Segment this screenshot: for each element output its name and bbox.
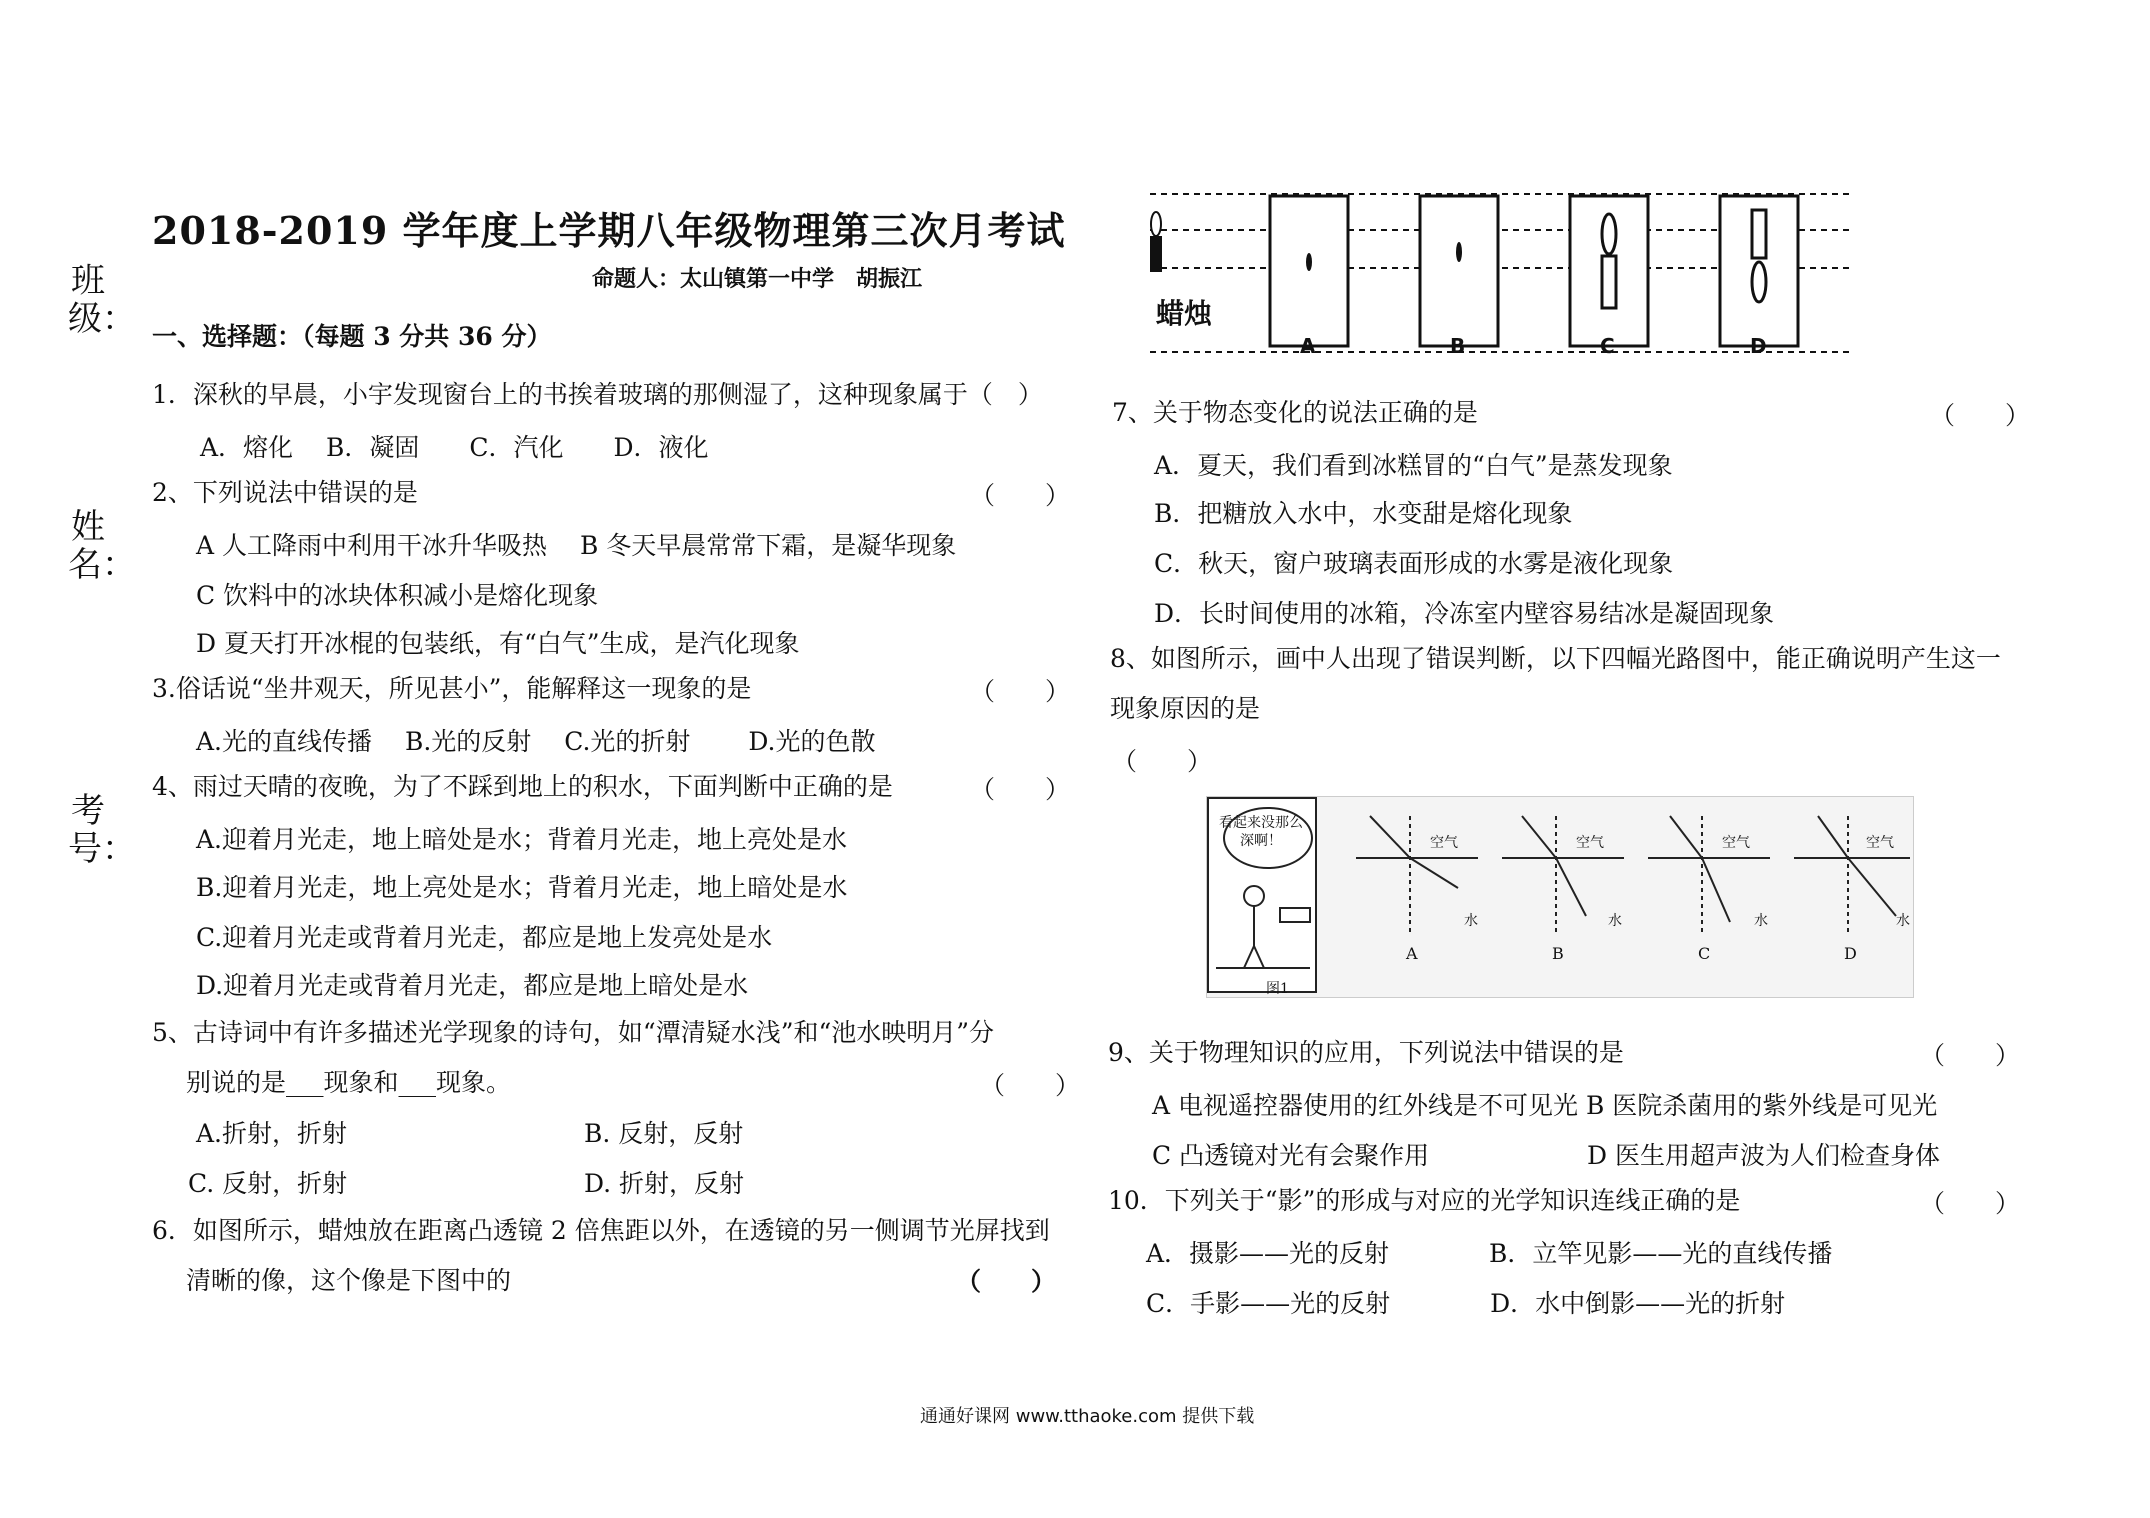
q4-stem: 4、雨过天晴的夜晚，为了不踩到地上的积水，下面判断中正确的是 bbox=[152, 772, 893, 801]
q8-figure-drawing bbox=[1206, 796, 1912, 996]
q8-label-c: C bbox=[1698, 944, 1711, 963]
q10-option-ab: A．摄影——光的反射 B．立竿见影——光的直线传播 bbox=[1146, 1239, 1833, 1268]
q3-answer-paren: （ ） bbox=[970, 677, 1071, 706]
q8-air-label-b: 空气 bbox=[1576, 835, 1604, 851]
q6-stem-1: 6．如图所示，蜡烛放在距离凸透镜 2 倍焦距以外，在透镜的另一侧调节光屏找到 bbox=[152, 1216, 1050, 1245]
q8-stem-1: 8、如图所示，画中人出现了错误判断，以下四幅光路图中，能正确说明产生这一 bbox=[1110, 644, 2001, 673]
q2-option-ab: A 人工降雨中利用干冰升华吸热 B 冬天早晨常常下霜，是凝华现象 bbox=[196, 531, 957, 560]
q9-answer-paren: （ ） bbox=[1920, 1041, 2021, 1070]
q8-water-label-a: 水 bbox=[1464, 913, 1478, 929]
exam-number-label: 考号： bbox=[68, 791, 136, 869]
q8-water-label-b: 水 bbox=[1608, 913, 1622, 929]
q6-label-d: D bbox=[1750, 334, 1767, 358]
q8-speech-bubble: 看起来没那么深啊！ bbox=[1219, 815, 1303, 849]
q7-option-a: A．夏天，我们看到冰糕冒的“白气”是蒸发现象 bbox=[1154, 451, 1673, 480]
name-label: 姓名： bbox=[68, 507, 136, 585]
q8-air-label-a: 空气 bbox=[1430, 835, 1458, 851]
q4-option-d: D.迎着月光走或背着月光走，都应是地上暗处是水 bbox=[196, 971, 749, 1000]
q8-air-label-c: 空气 bbox=[1722, 835, 1750, 851]
q9-option-cd: C 凸透镜对光有会聚作用 D 医生用超声波为人们检查身体 bbox=[1152, 1141, 1941, 1170]
q8-stem-2: 现象原因的是 bbox=[1110, 694, 1261, 723]
q7-option-b: B．把糖放入水中，水变甜是熔化现象 bbox=[1154, 499, 1573, 528]
q8-label-a: A bbox=[1406, 944, 1418, 963]
author-line: 命题人：太山镇第一中学 胡振江 bbox=[592, 266, 923, 292]
q7-stem: 7、关于物态变化的说法正确的是 bbox=[1112, 398, 1478, 427]
q3-options: A.光的直线传播 B.光的反射 C.光的折射 D.光的色散 bbox=[196, 727, 876, 756]
class-label: 班级： bbox=[68, 261, 136, 339]
q5-answer-paren: （ ） bbox=[980, 1071, 1081, 1100]
q8-label-d: D bbox=[1844, 944, 1857, 963]
q6-answer-paren: （ ） bbox=[956, 1267, 1057, 1296]
q8-water-label-c: 水 bbox=[1754, 913, 1768, 929]
q6-label-b: B bbox=[1450, 334, 1466, 358]
section-heading: 一、选择题：（每题 3 分共 36 分） bbox=[152, 322, 552, 351]
q4-option-c: C.迎着月光走或背着月光走，都应是地上发亮处是水 bbox=[196, 923, 773, 952]
footer-credit: 通通好课网 www.tthaoke.com 提供下载 bbox=[920, 1406, 1255, 1427]
q8-water-label-d: 水 bbox=[1896, 913, 1910, 929]
q10-option-cd: C．手影——光的反射 D．水中倒影——光的折射 bbox=[1146, 1289, 1786, 1318]
q4-option-a: A.迎着月光走，地上暗处是水；背着月光走，地上亮处是水 bbox=[196, 825, 848, 854]
q2-stem: 2、下列说法中错误的是 bbox=[152, 478, 418, 507]
q9-stem: 9、关于物理知识的应用，下列说法中错误的是 bbox=[1108, 1038, 1624, 1067]
q3-stem: 3.俗话说“坐井观天，所见甚小”，能解释这一现象的是 bbox=[152, 674, 752, 703]
q2-answer-paren: （ ） bbox=[970, 481, 1071, 510]
q4-option-b: B.迎着月光走，地上亮处是水；背着月光走，地上暗处是水 bbox=[196, 873, 848, 902]
q5-option-b: B. 反射，反射 bbox=[584, 1119, 744, 1148]
q2-option-c: C 饮料中的冰块体积减小是熔化现象 bbox=[196, 581, 599, 610]
q7-answer-paren: （ ） bbox=[1930, 401, 2031, 430]
q5-stem-2: 别说的是___现象和___现象。 bbox=[186, 1068, 512, 1097]
q5-option-d: D. 折射，反射 bbox=[584, 1169, 745, 1198]
q5-stem-1: 5、古诗词中有许多描述光学现象的诗句，如“潭清疑水浅”和“池水映明月”分 bbox=[152, 1018, 995, 1047]
q8-answer-paren: （ ） bbox=[1112, 747, 1213, 776]
q5-option-c: C. 反射，折射 bbox=[188, 1169, 348, 1198]
q6-label-a: A bbox=[1300, 334, 1316, 358]
q10-stem: 10．下列关于“影”的形成与对应的光学知识连线正确的是 bbox=[1108, 1186, 1741, 1215]
q4-answer-paren: （ ） bbox=[970, 775, 1071, 804]
q8-label-b: B bbox=[1552, 944, 1564, 963]
q2-option-d: D 夏天打开冰棍的包装纸，有“白气”生成，是汽化现象 bbox=[196, 629, 800, 658]
q1-options: A．熔化 B．凝固 C．汽化 D．液化 bbox=[200, 433, 709, 462]
q7-option-c: C．秋天，窗户玻璃表面形成的水雾是液化现象 bbox=[1154, 549, 1674, 578]
q6-stem-2: 清晰的像，这个像是下图中的 bbox=[186, 1266, 512, 1295]
q1-stem: 1．深秋的早晨，小宇发现窗台上的书挨着玻璃的那侧湿了，这种现象属于（ ） bbox=[152, 380, 1043, 409]
q8-air-label-d: 空气 bbox=[1866, 835, 1894, 851]
page-title: 2018-2019 学年度上学期八年级物理第三次月考试 bbox=[152, 208, 1066, 253]
candle-label: 蜡烛 bbox=[1156, 297, 1213, 330]
q5-option-a: A.折射，折射 bbox=[196, 1119, 348, 1148]
q6-label-c: C bbox=[1600, 334, 1615, 358]
q9-option-ab: A 电视遥控器使用的红外线是不可见光 B 医院杀菌用的紫外线是可见光 bbox=[1152, 1091, 1938, 1120]
q7-option-d: D．长时间使用的冰箱，冷冻室内壁容易结冰是凝固现象 bbox=[1154, 599, 1775, 628]
q8-figure-caption: 图1 bbox=[1266, 981, 1289, 997]
q10-answer-paren: （ ） bbox=[1920, 1189, 2021, 1218]
